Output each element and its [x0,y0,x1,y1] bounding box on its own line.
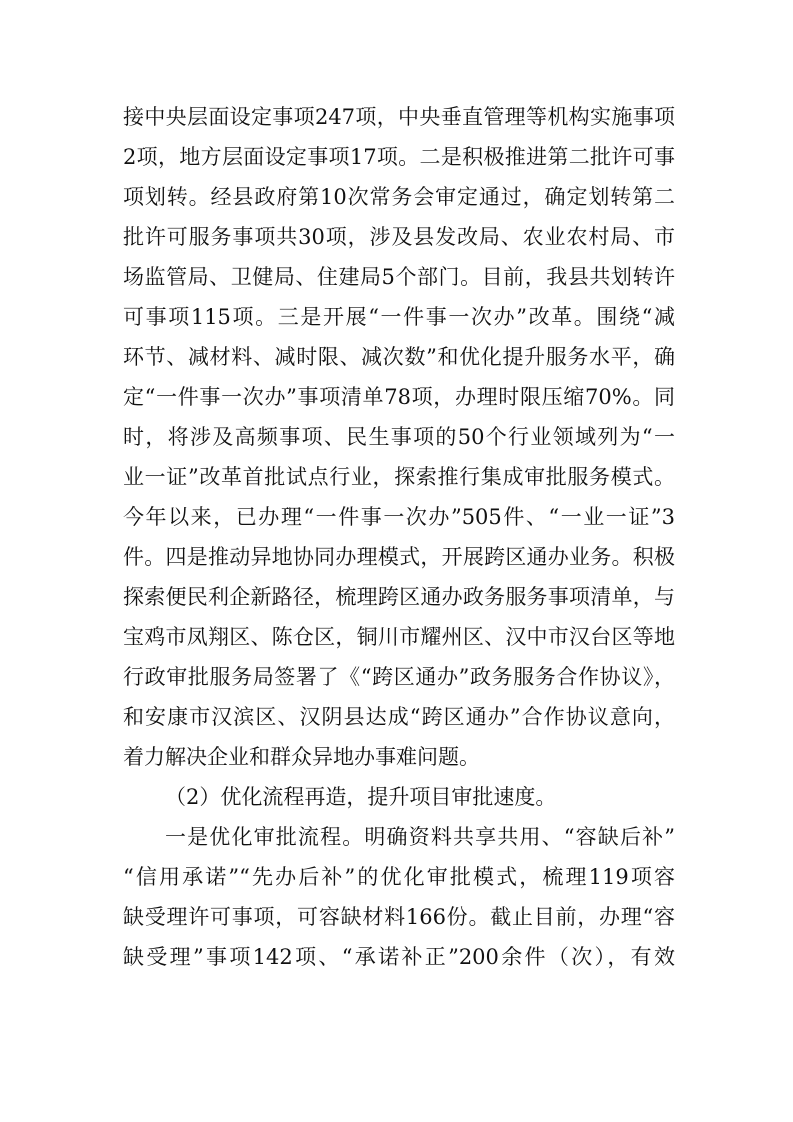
text-line: 2项，地方层面设定事项17项。二是积极推进第二批许可事 [123,145,675,169]
text-line: 场监管局、卫健局、住建局5个部门。目前，我县共划转许 [123,265,675,289]
text-line: 宝鸡市凤翔区、陈仓区，铜川市耀州区、汉中市汉台区等地 [123,625,675,649]
text-line: 时，将涉及高频事项、民生事项的50个行业领域列为“一 [123,425,675,449]
section-heading: （2）优化流程再造，提升项目审批速度。 [165,785,557,809]
paragraph-first-line: 一是优化审批流程。明确资料共享共用、“容缺后补” [165,825,675,849]
text-line: 业一证”改革首批试点行业，探索推行集成审批服务模式。 [123,465,675,489]
text-line: 和安康市汉滨区、汉阴县达成“跨区通办”合作协议意向， [123,705,675,729]
text-line: 着力解决企业和群众异地办事难问题。 [123,745,480,769]
text-line: 可事项115项。三是开展“一件事一次办”改革。围绕“减 [123,305,675,329]
text-line: 探索便民利企新路径，梳理跨区通办政务服务事项清单，与 [123,585,675,609]
text-line: 行政审批服务局签署了《“跨区通办”政务服务合作协议》， [123,665,675,689]
text-line: 缺受理许可事项，可容缺材料166份。截止目前，办理“容 [123,905,675,929]
body-text [123,97,675,977]
text-line: 今年以来，已办理“一件事一次办”505件、“一业一证”3 [123,505,675,529]
text-line: “信用承诺”“先办后补”的优化审批模式，梳理119项容 [123,865,675,889]
text-line: 定“一件事一次办”事项清单78项，办理时限压缩70%。同 [123,385,675,409]
text-line: 批许可服务事项共30项，涉及县发改局、农业农村局、市 [123,225,675,249]
text-line: 环节、减材料、减时限、减次数”和优化提升服务水平，确 [123,345,675,369]
text-line: 件。四是推动异地协同办理模式，开展跨区通办业务。积极 [123,545,675,569]
text-line: 接中央层面设定事项247项，中央垂直管理等机构实施事项 [123,105,675,129]
text-line: 项划转。经县政府第10次常务会审定通过，确定划转第二 [123,185,675,209]
text-line: 缺受理”事项142项、“承诺补正”200余件（次），有效 [123,945,675,969]
